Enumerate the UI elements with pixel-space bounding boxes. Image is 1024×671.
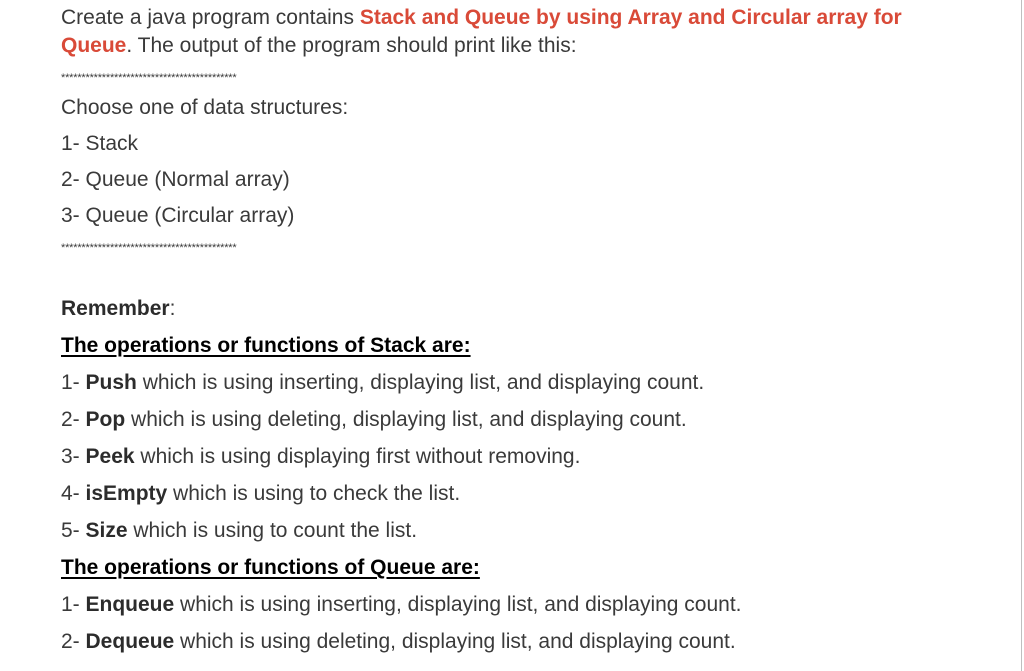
- op-number: 1-: [61, 593, 86, 616]
- op-number: 1-: [61, 371, 86, 394]
- op-description: which is using to count the list.: [127, 519, 418, 542]
- op-number: 2-: [61, 408, 86, 431]
- menu-option-queue-circular: 3- Queue (Circular array): [61, 204, 295, 227]
- remember-label: Remember: [61, 297, 170, 320]
- menu-prompt: Choose one of data structures:: [61, 96, 349, 119]
- op-name: Peek: [85, 445, 135, 468]
- stack-op-pop: [61, 407, 687, 433]
- stack-op-size: [61, 518, 417, 544]
- remember-line: [61, 296, 175, 322]
- op-name: isEmpty: [85, 482, 168, 505]
- op-description: which is using to check the list.: [167, 482, 461, 505]
- op-description: which is using deleting, displaying list, and displaying count.: [125, 408, 687, 431]
- op-name: Dequeue: [85, 630, 175, 653]
- op-description: which is using displaying first without removing.: [134, 445, 581, 468]
- stars-divider-top: *******************************************: [61, 72, 237, 84]
- op-number: 4-: [61, 482, 86, 505]
- stack-op-peek: [61, 444, 580, 470]
- op-description: which is using inserting, displaying list, and displaying count.: [174, 593, 742, 616]
- stack-ops-heading: The operations or functions of Stack are:: [61, 334, 471, 357]
- remember-colon: :: [169, 297, 176, 320]
- page-edge-rule: [1021, 0, 1022, 671]
- op-number: 3-: [61, 445, 86, 468]
- intro-text: Create a java program contains: [61, 6, 360, 29]
- op-number: 5-: [61, 519, 86, 542]
- stack-op-isempty: [61, 481, 460, 507]
- menu-option-stack: 1- Stack: [61, 132, 139, 155]
- op-description: which is using inserting, displaying list, and displaying count.: [136, 371, 705, 394]
- op-number: 2-: [61, 630, 86, 653]
- intro-line-1: [61, 5, 902, 31]
- queue-ops-heading: The operations or functions of Queue are:: [61, 556, 480, 579]
- stack-op-push: [61, 370, 704, 396]
- intro-highlight-1: Stack and Queue by using Array and Circular array for: [359, 6, 902, 29]
- menu-option-queue-normal: 2- Queue (Normal array): [61, 168, 290, 191]
- op-name: Size: [85, 519, 128, 542]
- intro-highlight-2: Queue: [61, 34, 127, 57]
- intro-line-2: [61, 33, 577, 59]
- op-name: Enqueue: [85, 593, 175, 616]
- op-name: Pop: [85, 408, 126, 431]
- queue-op-enqueue: [61, 592, 742, 618]
- stars-divider-bottom: *******************************************: [61, 242, 237, 254]
- op-description: which is using deleting, displaying list, and displaying count.: [174, 630, 736, 653]
- intro-text-2: . The output of the program should print like this:: [126, 34, 577, 57]
- op-name: Push: [85, 371, 137, 394]
- queue-op-dequeue: [61, 629, 736, 655]
